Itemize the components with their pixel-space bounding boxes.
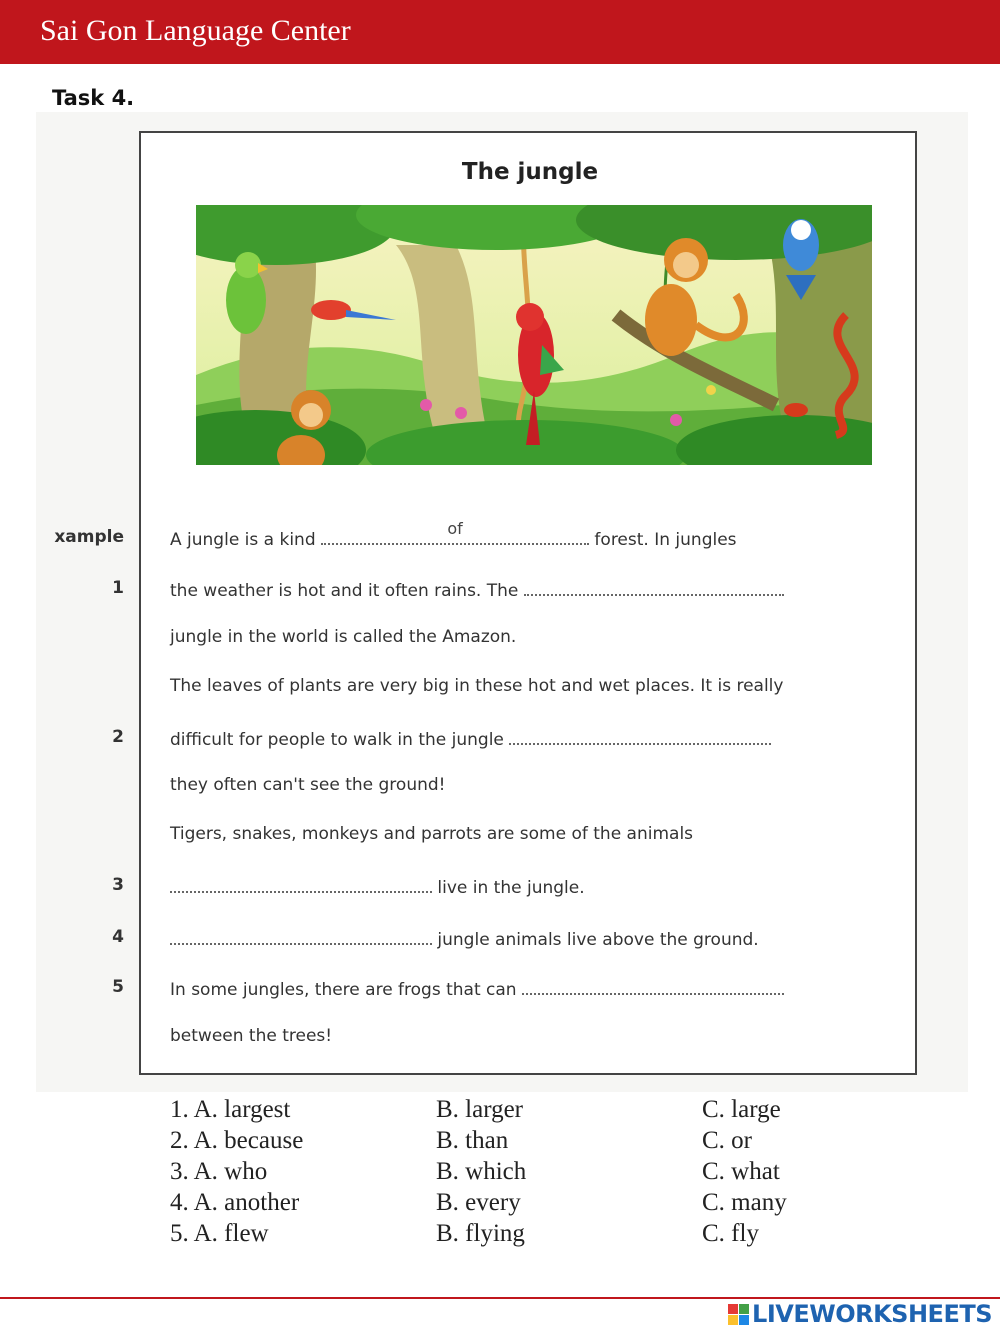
header-bar	[0, 0, 1000, 64]
answer-blank[interactable]	[170, 875, 432, 893]
text-line: The leaves of plants are very big in these hot and wet places. It is really	[170, 676, 784, 696]
line-text-before: the weather is hot and it often rains. The	[170, 581, 524, 601]
line-label: 4	[112, 927, 124, 947]
option-b[interactable]: B. flying	[436, 1220, 525, 1247]
line-label: 3	[112, 875, 124, 895]
line-label: 2	[112, 727, 124, 747]
answer-blank[interactable]	[509, 727, 771, 745]
option-a[interactable]: 4. A. another	[170, 1189, 300, 1216]
option-c[interactable]: C. what	[702, 1158, 780, 1185]
option-a[interactable]: 1. A. largest	[170, 1096, 291, 1123]
line-label: xample	[54, 527, 124, 547]
option-b[interactable]: B. larger	[436, 1096, 524, 1123]
line-text-before: A jungle is a kind	[170, 530, 322, 550]
text-line	[170, 727, 771, 750]
option-row	[170, 1158, 890, 1189]
option-b[interactable]: B. than	[436, 1127, 509, 1154]
text-line	[170, 519, 737, 550]
logo-mark-icon	[728, 1304, 749, 1325]
answer-blank[interactable]	[522, 977, 784, 995]
option-row	[170, 1096, 890, 1127]
text-line	[170, 927, 759, 950]
text-line: they often can't see the ground!	[170, 775, 446, 795]
text-line	[170, 875, 585, 898]
blank-fill-text: of	[447, 519, 463, 538]
answer-blank[interactable]	[170, 927, 432, 945]
header-title: Sai Gon Language Center	[40, 14, 351, 47]
line-text-after: forest. In jungles	[589, 530, 737, 550]
jungle-scene-icon	[196, 205, 872, 465]
text-line: jungle in the world is called the Amazon.	[170, 627, 517, 647]
answer-blank[interactable]	[524, 578, 784, 596]
option-b[interactable]: B. every	[436, 1189, 521, 1216]
answer-blank[interactable]	[321, 519, 589, 545]
line-text-after: live in the jungle.	[432, 878, 585, 898]
line-label: 5	[112, 977, 124, 997]
option-b[interactable]: B. which	[436, 1158, 527, 1185]
line-text-before: In some jungles, there are frogs that can	[170, 980, 522, 1000]
option-row	[170, 1220, 890, 1251]
option-c[interactable]: C. or	[702, 1127, 752, 1154]
option-a[interactable]: 2. A. because	[170, 1127, 304, 1154]
line-text-after: jungle animals live above the ground.	[432, 930, 759, 950]
logo-text: LIVEWORKSHEETS	[752, 1300, 992, 1328]
task-label: Task 4.	[52, 86, 135, 110]
text-line: between the trees!	[170, 1026, 333, 1046]
line-label: 1	[112, 578, 124, 598]
option-row	[170, 1127, 890, 1158]
option-c[interactable]: C. large	[702, 1096, 781, 1123]
liveworksheets-logo[interactable]	[728, 1299, 992, 1329]
option-c[interactable]: C. fly	[702, 1220, 759, 1247]
jungle-illustration	[196, 205, 872, 465]
option-c[interactable]: C. many	[702, 1189, 787, 1216]
line-text-before: difficult for people to walk in the jungle	[170, 730, 510, 750]
text-line	[170, 578, 784, 601]
text-line	[170, 977, 784, 1000]
answer-options	[170, 1096, 890, 1251]
option-a[interactable]: 3. A. who	[170, 1158, 268, 1185]
option-a[interactable]: 5. A. flew	[170, 1220, 269, 1247]
text-line: Tigers, snakes, monkeys and parrots are some of the animals	[170, 824, 694, 844]
worksheet-title: The jungle	[461, 159, 599, 185]
option-row	[170, 1189, 890, 1220]
